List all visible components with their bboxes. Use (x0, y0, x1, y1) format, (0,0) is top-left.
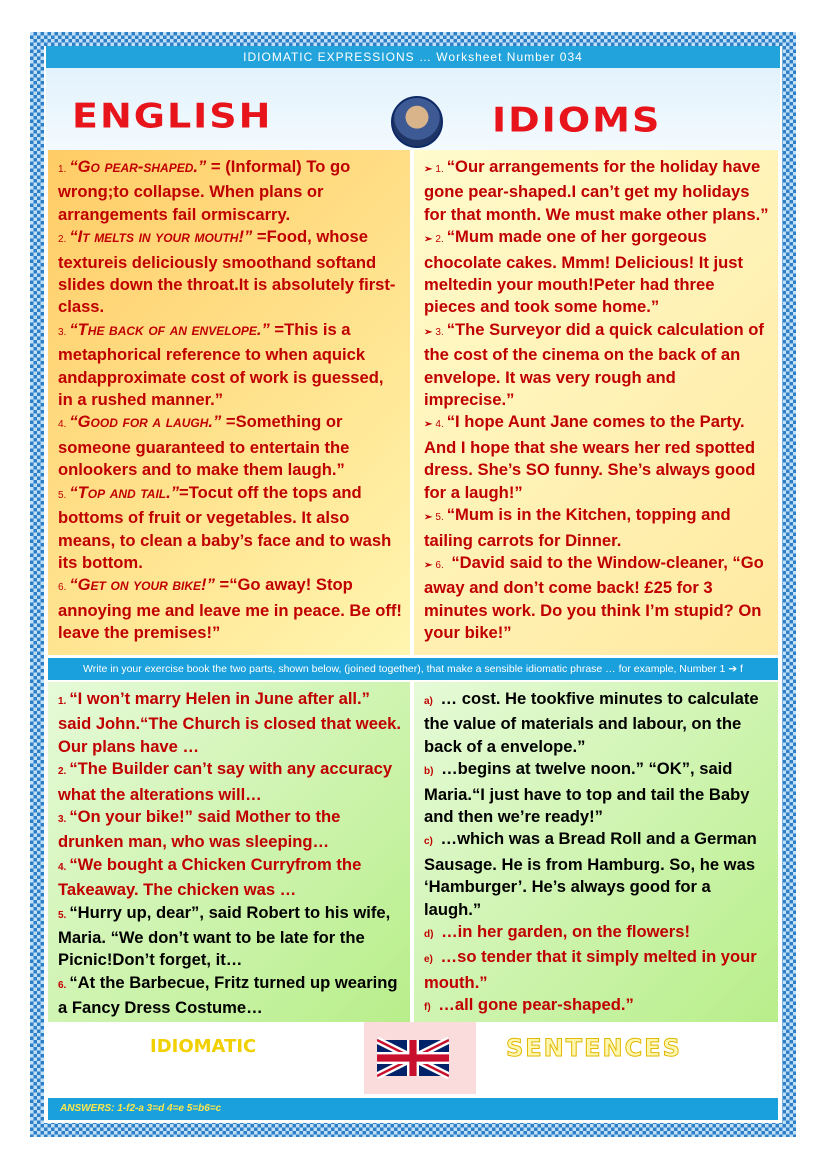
title-english: ENGLISH (72, 96, 273, 136)
beginning-item: 5. “Hurry up, dear”, said Robert to his wife, Maria. “We don’t want to be late for the Picnic!Don’t forget, it… (58, 902, 391, 970)
worksheet-top-bar: IDIOMATIC EXPRESSIONS … Worksheet Number 034 (46, 46, 780, 68)
arrow-bullet-icon: ➢ (424, 164, 433, 175)
author-portrait (391, 96, 443, 148)
beginning-item: 2. “The Builder can’t say with any accuracy what the alterations will… (58, 759, 393, 804)
ending-item: c) …which was a Bread Roll and a German Sausage. He is from Hamburg. So, he was ‘Hamburger’. He’s always good for a laugh.” (424, 829, 757, 919)
definition-item: 3. “The back of an envelope.” =This is a metaphorical reference to when aquick andapproximate cost of work is guessed, in a rushed manner.” (58, 319, 384, 410)
arrow-bullet-icon: ➢ (424, 234, 433, 246)
definition-item: 5. “Top and tail.”=Tocut off the tops and bottoms of fruit or vegetables. It also means, to clean a baby’s face and to wash its bottom. (58, 482, 392, 572)
example-item: ➢ 1. “Our arrangements for the holiday have gone pear-shaped.I can’t get my holidays for that month. We must make other plans.” (424, 157, 769, 224)
beginning-item: 3. “On your bike!” said Mother to the drunken man, who was sleeping… (58, 807, 341, 852)
example-item: ➢ 3. “The Surveyor did a quick calculation of the cost of the cinema on the back of an envelope. It was very rough and imprecise.” (424, 319, 764, 410)
ending-item: a) … cost. He tookfive minutes to calculate the value of materials and labour, on the back of a envelope.” (424, 689, 759, 756)
definition-item: 4. “Good for a laugh.” =Something or someone guaranteed to entertain the onlookers and to make them laugh.” (58, 412, 350, 480)
examples-box (414, 150, 778, 655)
title-header (46, 68, 780, 150)
answers-bar: ANSWERS: 1-f2-a 3=d 4=e 5=b6=c (48, 1098, 778, 1120)
definition-item: 2. “It melts in your mouth!” =Food, whose textureis deliciously smoothand softand slides down the throat.It is absolutely first-class. (58, 227, 396, 317)
example-item: ➢ 6. “David said to the Window-cleaner, “Go away and don’t come back! £25 for 3 minutes work. Do you think I’m stupid? On your bike!” (424, 552, 764, 643)
footer-sentences: SENTENCES (506, 1034, 682, 1062)
example-item: ➢ 5. “Mum is in the Kitchen, topping and tailing carrots for Dinner. (424, 505, 731, 550)
ending-item: f) …all gone pear-shaped.” (424, 995, 634, 1015)
arrow-bullet-icon: ➢ (424, 419, 433, 431)
instruction-bar: Write in your exercise book the two parts, shown below, (joined together), that make a sensible idiomatic phrase … for example, Number 1 ➔ f (48, 658, 778, 680)
arrow-bullet-icon: ➢ (424, 512, 433, 524)
sentence-beginnings-box (48, 682, 410, 1022)
arrow-bullet-icon: ➢ (424, 326, 433, 338)
example-item: ➢ 4. “I hope Aunt Jane comes to the Party. And I hope that she wears her red spotted dress. She’s SO funny. She’s always good for a laugh!” (424, 412, 756, 502)
ending-item: b) …begins at twelve noon.” “OK”, said Maria.“I just have to top and tail the Baby and then we’re ready!” (424, 759, 750, 827)
worksheet-page (46, 46, 780, 1123)
footer-idiomatic: IDIOMATIC (150, 1036, 257, 1057)
definition-item: 1. “Go pear-shaped.” = (Informal) To go wrong;to collapse. When plans or arrangements fail ormiscarry. (58, 157, 351, 224)
example-item: ➢ 2. “Mum made one of her gorgeous chocolate cakes. Mmm! Delicious! It just meltedin your mouth!Peter had three pieces and took some home.” (424, 227, 744, 317)
beginning-item: 4. “We bought a Chicken Curryfrom the Takeaway. The chicken was … (58, 854, 362, 900)
definitions-box (48, 150, 410, 655)
title-idioms: IDIOMS (492, 100, 662, 140)
beginning-item: 6. “At the Barbecue, Fritz turned up wearing a Fancy Dress Costume… (58, 972, 398, 1018)
ending-item: e) …so tender that it simply melted in your mouth.” (424, 947, 757, 992)
beginning-item: 1. “I won’t marry Helen in June after all.” said John.“The Church is closed that week. Our plans have … (58, 689, 402, 756)
sentence-endings-box (414, 682, 778, 1022)
definition-item: 6. “Get on your bike!” =“Go away! Stop annoying me and leave me in peace. Be off! leave the premises!” (58, 575, 402, 643)
ending-item: d) …in her garden, on the flowers! (424, 922, 690, 942)
union-jack-flag-icon (377, 1036, 449, 1080)
arrow-bullet-icon: ➢ (424, 559, 433, 571)
